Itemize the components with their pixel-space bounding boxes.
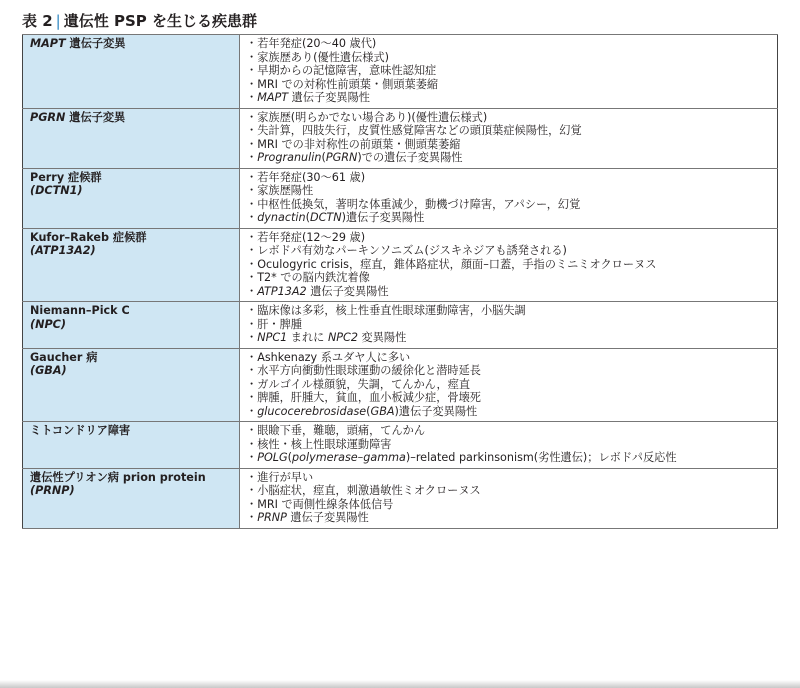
table-title <box>22 8 778 34</box>
page-bottom-shadow <box>0 680 800 688</box>
disease-name-cell <box>23 468 240 528</box>
feature-item: ・ glucocerebrosidase(GBA)遺伝子変異陽性 <box>250 405 771 419</box>
features-cell <box>240 228 778 302</box>
disease-gene: (GBA) <box>30 364 67 377</box>
feature-item: ・ T2* での脳内鉄沈着像 <box>250 271 771 285</box>
table-row <box>23 168 778 228</box>
disease-name: 遺伝性プリオン病 prion protein <box>30 470 206 484</box>
features-cell <box>240 348 778 422</box>
feature-item: ・ PRNP 遺伝子変異陽性 <box>250 511 771 525</box>
features-cell <box>240 108 778 168</box>
feature-item: ・ 家族歴(明らかでない場合あり)(優性遺伝様式) <box>250 111 771 125</box>
disease-name: Niemann–Pick C <box>30 304 130 317</box>
feature-item: ・ 肝・脾腫 <box>250 318 771 332</box>
table-caption: 遺伝性 PSP を生じる疾患群 <box>63 12 257 30</box>
disease-name-cell <box>23 168 240 228</box>
features-cell <box>240 468 778 528</box>
disease-gene: (NPC) <box>30 317 66 331</box>
feature-item: ・ 若年発症(12～29 歳) <box>250 231 771 245</box>
disease-gene: (PRNP) <box>30 484 75 497</box>
feature-item: ・ NPC1 まれに NPC2 変異陽性 <box>250 331 771 345</box>
feature-item: ・ MRI での非対称性の前頭葉・側頭葉萎縮 <box>250 138 771 152</box>
table-row <box>23 348 778 422</box>
feature-item: ・ 進行が早い <box>250 471 771 485</box>
features-cell <box>240 35 778 109</box>
disease-name-cell <box>23 302 240 349</box>
feature-item: ・ レボドパ有効なパーキンソニズム(ジスキネジアも誘発される) <box>250 244 771 258</box>
feature-item: ・ MRI で両側性線条体低信号 <box>250 498 771 512</box>
disease-name-cell <box>23 35 240 109</box>
feature-item: ・ 家族歴陽性 <box>250 184 771 198</box>
disease-name-cell <box>23 108 240 168</box>
feature-item: ・ 眼瞼下垂，難聴，頭痛，てんかん <box>250 424 771 438</box>
feature-item: ・ Ashkenazy 系ユダヤ人に多い <box>250 351 771 365</box>
disease-name: Perry 症候群 <box>30 170 102 184</box>
disease-name: Gaucher 病 <box>30 350 98 364</box>
feature-item: ・ 核性・核上性眼球運動障害 <box>250 438 771 452</box>
disease-name-cell <box>23 422 240 469</box>
feature-item: ・ dynactin(DCTN)遺伝子変異陽性 <box>250 211 771 225</box>
disease-table-body <box>23 35 778 529</box>
feature-item: ・ ATP13A2 遺伝子変異陽性 <box>250 285 771 299</box>
feature-item: ・ 脾腫，肝腫大，貧血，血小板減少症，骨壊死 <box>250 391 771 405</box>
disease-gene: (DCTN1) <box>30 184 83 197</box>
feature-item: ・ 早期からの記憶障害，意味性認知症 <box>250 64 771 78</box>
table-row <box>23 108 778 168</box>
disease-name: Kufor–Rakeb 症候群 <box>30 230 147 244</box>
table-row <box>23 228 778 302</box>
features-cell <box>240 422 778 469</box>
feature-item: ・ POLG(polymerase–gamma)–related parkinsonism(劣性遺伝)；レボドパ反応性 <box>250 451 771 465</box>
feature-item: ・ MRI での対称性前頭葉・側頭葉萎縮 <box>250 78 771 92</box>
table-row <box>23 422 778 469</box>
table-row <box>23 468 778 528</box>
feature-item: ・ 家族歴あり(優性遺伝様式) <box>250 51 771 65</box>
table-row <box>23 35 778 109</box>
disease-name: PGRN 遺伝子変異 <box>30 110 126 124</box>
feature-item: ・ 若年発症(30～61 歳) <box>250 171 771 185</box>
features-cell <box>240 302 778 349</box>
table-row <box>23 302 778 349</box>
feature-item: ・ 若年発症(20～40 歳代) <box>250 37 771 51</box>
feature-item: ・ 小脳症状，痙直，刺激過敏性ミオクローヌス <box>250 484 771 498</box>
disease-table <box>22 34 778 529</box>
disease-name-cell <box>23 348 240 422</box>
feature-item: ・ 水平方向衝動性眼球運動の緩徐化と潜時延長 <box>250 364 771 378</box>
feature-item: ・ 失計算，四肢失行，皮質性感覚障害などの頭頂葉症候陽性，幻覚 <box>250 124 771 138</box>
disease-name: ミトコンドリア障害 <box>30 424 131 437</box>
table-number: 表 2 <box>22 12 53 30</box>
disease-gene: (ATP13A2) <box>30 244 96 257</box>
feature-item: ・ MAPT 遺伝子変異陽性 <box>250 91 771 105</box>
disease-name-cell <box>23 228 240 302</box>
document <box>22 8 778 529</box>
features-cell <box>240 168 778 228</box>
feature-item: ・ Progranulin(PGRN)での遺伝子変異陽性 <box>250 151 771 165</box>
feature-item: ・ 臨床像は多彩，核上性垂直性眼球運動障害，小脳失調 <box>250 304 771 318</box>
feature-item: ・ ガルゴイル様顔貌，失調，てんかん，痙直 <box>250 378 771 392</box>
feature-item: ・ 中枢性低換気，著明な体重減少，動機づけ障害，アパシー，幻覚 <box>250 198 771 212</box>
title-separator: | <box>55 12 61 30</box>
disease-name: MAPT 遺伝子変異 <box>30 37 126 50</box>
feature-item: ・ Oculogyric crisis，痙直，錐体路症状，顔面–口蓋，手指のミニミオクローヌス <box>250 258 771 272</box>
